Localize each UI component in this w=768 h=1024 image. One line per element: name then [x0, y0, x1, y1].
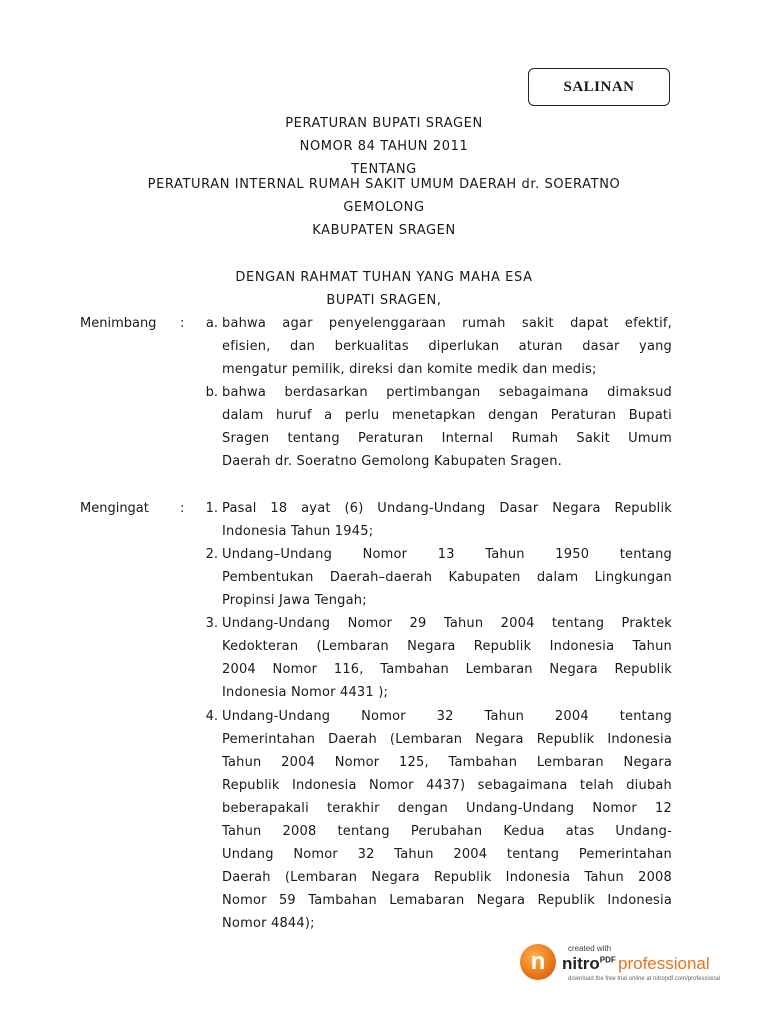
- salinan-stamp: [528, 68, 670, 106]
- text-line: 2004 Nomor 116, Tambahan Lembaran Negara Republik: [222, 662, 672, 677]
- mengingat-item-4: [222, 705, 672, 935]
- menimbang-colon: :: [180, 316, 185, 331]
- text-line: Indonesia Tahun 1945;: [222, 524, 374, 539]
- menimbang-item-a: [222, 312, 672, 381]
- menimbang-marker-a: a.: [205, 316, 218, 331]
- text-line: Sragen tentang Peraturan Internal Rumah Sakit Umum: [222, 431, 672, 446]
- text-line: Kedokteran (Lembaran Negara Republik Indonesia Tahun: [222, 639, 672, 654]
- mengingat-item-3: [222, 612, 672, 704]
- regulation-region: KABUPATEN SRAGEN: [312, 223, 456, 238]
- text-line: Indonesia Nomor 4431 );: [222, 685, 389, 700]
- text-line: Pembentukan Daerah–daerah Kabupaten dalam Lingkungan: [222, 570, 672, 585]
- mengingat-marker-4: 4.: [205, 709, 218, 724]
- text-line: Undang–Undang Nomor 13 Tahun 1950 tentang: [222, 547, 672, 562]
- preamble-bupati: BUPATI SRAGEN,: [326, 293, 442, 308]
- text-line: mengatur pemilik, direksi dan komite medik dan medis;: [222, 362, 597, 377]
- text-line: beberapakali terakhir dengan Undang-Undang Nomor 12: [222, 801, 672, 816]
- text-line: Nomor 4844);: [222, 916, 315, 931]
- regulation-title: PERATURAN BUPATI SRAGEN: [285, 116, 483, 131]
- mengingat-marker-3: 3.: [205, 616, 218, 631]
- text-line: bahwa berdasarkan pertimbangan sebagaimana dimaksud: [222, 385, 672, 400]
- regulation-subject-cont: GEMOLONG: [343, 200, 425, 215]
- menimbang-label: Menimbang: [80, 316, 157, 331]
- regulation-subject: PERATURAN INTERNAL RUMAH SAKIT UMUM DAERAH dr. SOERATNO: [147, 177, 621, 192]
- nitro-logo-icon: n: [520, 944, 556, 980]
- text-line: Propinsi Jawa Tengah;: [222, 593, 367, 608]
- text-line: Pemerintahan Daerah (Lembaran Negara Republik Indonesia: [222, 732, 672, 747]
- text-line: Tahun 2004 Nomor 125, Tambahan Lembaran Negara: [222, 755, 672, 770]
- text-line: bahwa agar penyelenggaraan rumah sakit dapat efektif,: [222, 316, 672, 331]
- text-line: Pasal 18 ayat (6) Undang-Undang Dasar Negara Republik: [222, 501, 672, 516]
- mengingat-item-2: [222, 543, 672, 612]
- mengingat-label: Mengingat: [80, 501, 149, 516]
- mengingat-colon: :: [180, 501, 185, 516]
- text-line: Daerah (Lembaran Negara Republik Indonesia Tahun 2008: [222, 870, 672, 885]
- nitro-brand-name: nitro: [562, 954, 600, 973]
- nitro-brand: [562, 954, 616, 974]
- regulation-number: NOMOR 84 TAHUN 2011: [299, 139, 469, 154]
- menimbang-marker-b: b.: [205, 385, 218, 400]
- text-line: Daerah dr. Soeratno Gemolong Kabupaten Sragen.: [222, 454, 562, 469]
- preamble-divine: DENGAN RAHMAT TUHAN YANG MAHA ESA: [235, 270, 533, 285]
- text-line: Undang Nomor 32 Tahun 2004 tentang Pemerintahan: [222, 847, 672, 862]
- mengingat-marker-1: 1.: [205, 501, 218, 516]
- text-line: Tahun 2008 tentang Perubahan Kedua atas Undang-: [222, 824, 672, 839]
- mengingat-marker-2: 2.: [205, 547, 218, 562]
- nitro-pdf-label: PDF: [599, 955, 616, 965]
- menimbang-item-b: [222, 381, 672, 473]
- text-line: Undang-Undang Nomor 29 Tahun 2004 tentang Praktek: [222, 616, 672, 631]
- regulation-tentang: TENTANG: [351, 162, 417, 177]
- text-line: efisien, dan berkualitas diperlukan aturan dasar yang: [222, 339, 672, 354]
- nitro-pdf-watermark: [520, 940, 720, 990]
- nitro-created-with: created with: [568, 944, 612, 953]
- text-line: Nomor 59 Tambahan Lemabaran Negara Republik Indonesia: [222, 893, 672, 908]
- text-line: Undang-Undang Nomor 32 Tahun 2004 tentang: [222, 709, 672, 724]
- text-line: Republik Indonesia Nomor 4437) sebagaimana telah diubah: [222, 778, 672, 793]
- nitro-professional: professional: [618, 954, 710, 973]
- text-line: dalam huruf a perlu menetapkan dengan Peraturan Bupati: [222, 408, 672, 423]
- nitro-footer: download the free trial online at nitropdf.com/professional: [568, 976, 721, 982]
- mengingat-item-1: [222, 497, 672, 543]
- salinan-label: SALINAN: [563, 78, 635, 95]
